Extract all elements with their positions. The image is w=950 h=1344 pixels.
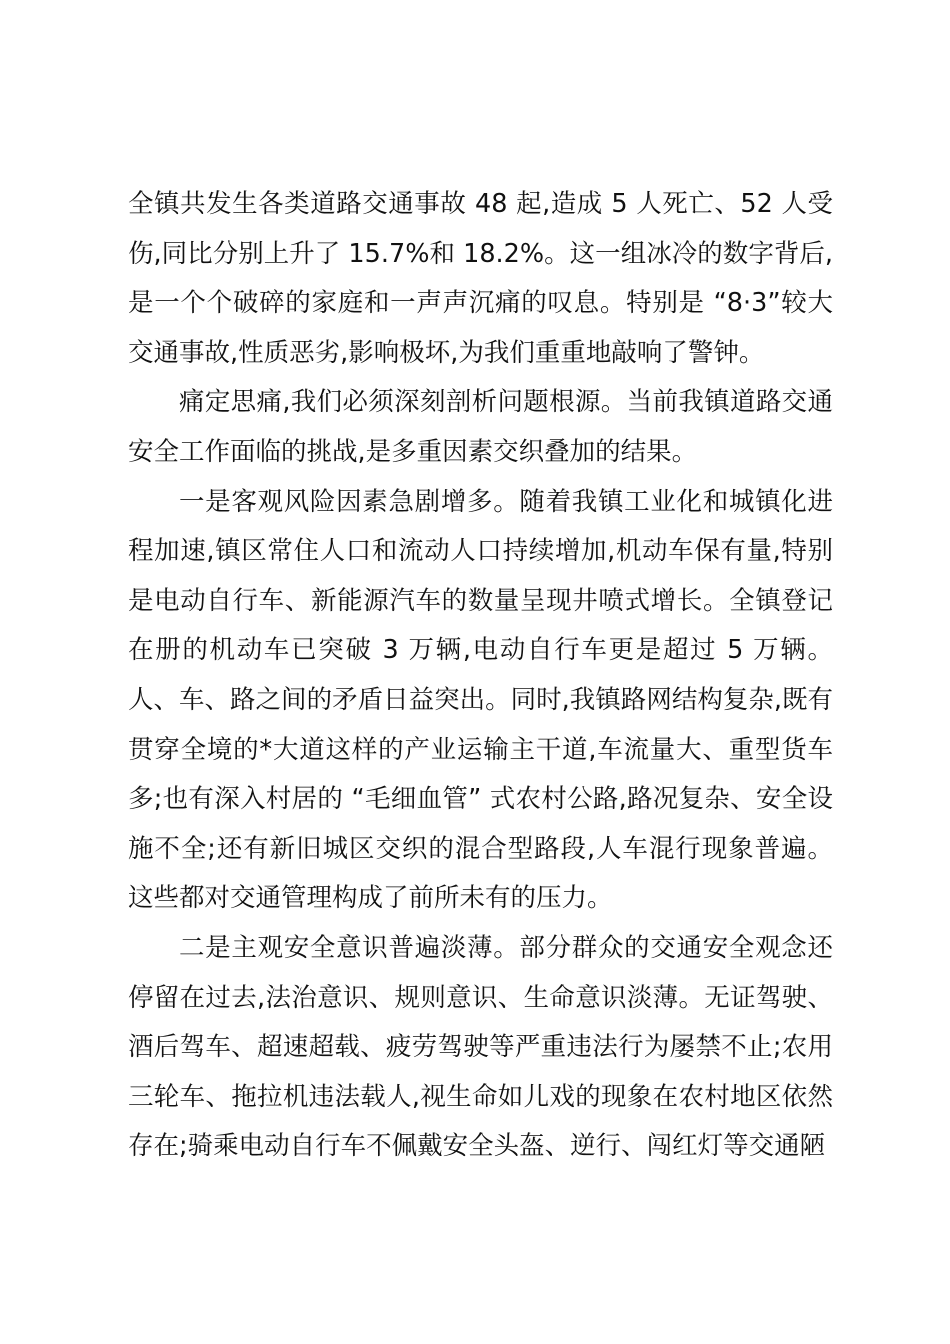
paragraph-root-cause-intro: 痛定思痛,我们必须深刻剖析问题根源。当前我镇道路交通安全工作面临的挑战,是多重因素交织叠加的结果。 (128, 387, 833, 467)
paragraph-accident-statistics: 全镇共发生各类道路交通事故 48 起,造成 5 人死亡、52 人受伤,同比分别上升了 15.7%和 18.2%。这一组冰冷的数字背后,是一个个破碎的家庭和一声声沉痛的叹息。特别是 “8·3”较大交通事故,性质恶劣,影响极坏,为我们重重地敲响了警钟。 (128, 189, 833, 368)
paragraph-objective-risk: 一是客观风险因素急剧增多。随着我镇工业化和城镇化进程加速,镇区常住人口和流动人口持续增加,机动车保有量,特别是电动自行车、新能源汽车的数量呈现井喷式增长。全镇登记在册的机动车已突破 3 万辆,电动自行车更是超过 5 万辆。人、车、路之间的矛盾日益突出。同时,我镇路网结构复杂,既有贯穿全境的*大道这样的产业运输主干道,车流量大、重型货车多;也有深入村居的 “毛细血管” 式农村公路,路况复杂、安全设施不全;还有新旧城区交织的混合型路段,人车混行现象普遍。这些都对交通管理构成了前所未有的压力。 (128, 486, 833, 914)
paragraph-safety-awareness: 二是主观安全意识普遍淡薄。部分群众的交通安全观念还停留在过去,法治意识、规则意识、生命意识淡薄。无证驾驶、酒后驾车、超速超载、疲劳驾驶等严重违法行为屡禁不止;农用三轮车、拖拉机违法载人,视生命如儿戏的现象在农村地区依然存在;骑乘电动自行车不佩戴安全头盔、逆行、闯红灯等交通陋 (128, 932, 833, 1162)
document-body (128, 180, 833, 1172)
